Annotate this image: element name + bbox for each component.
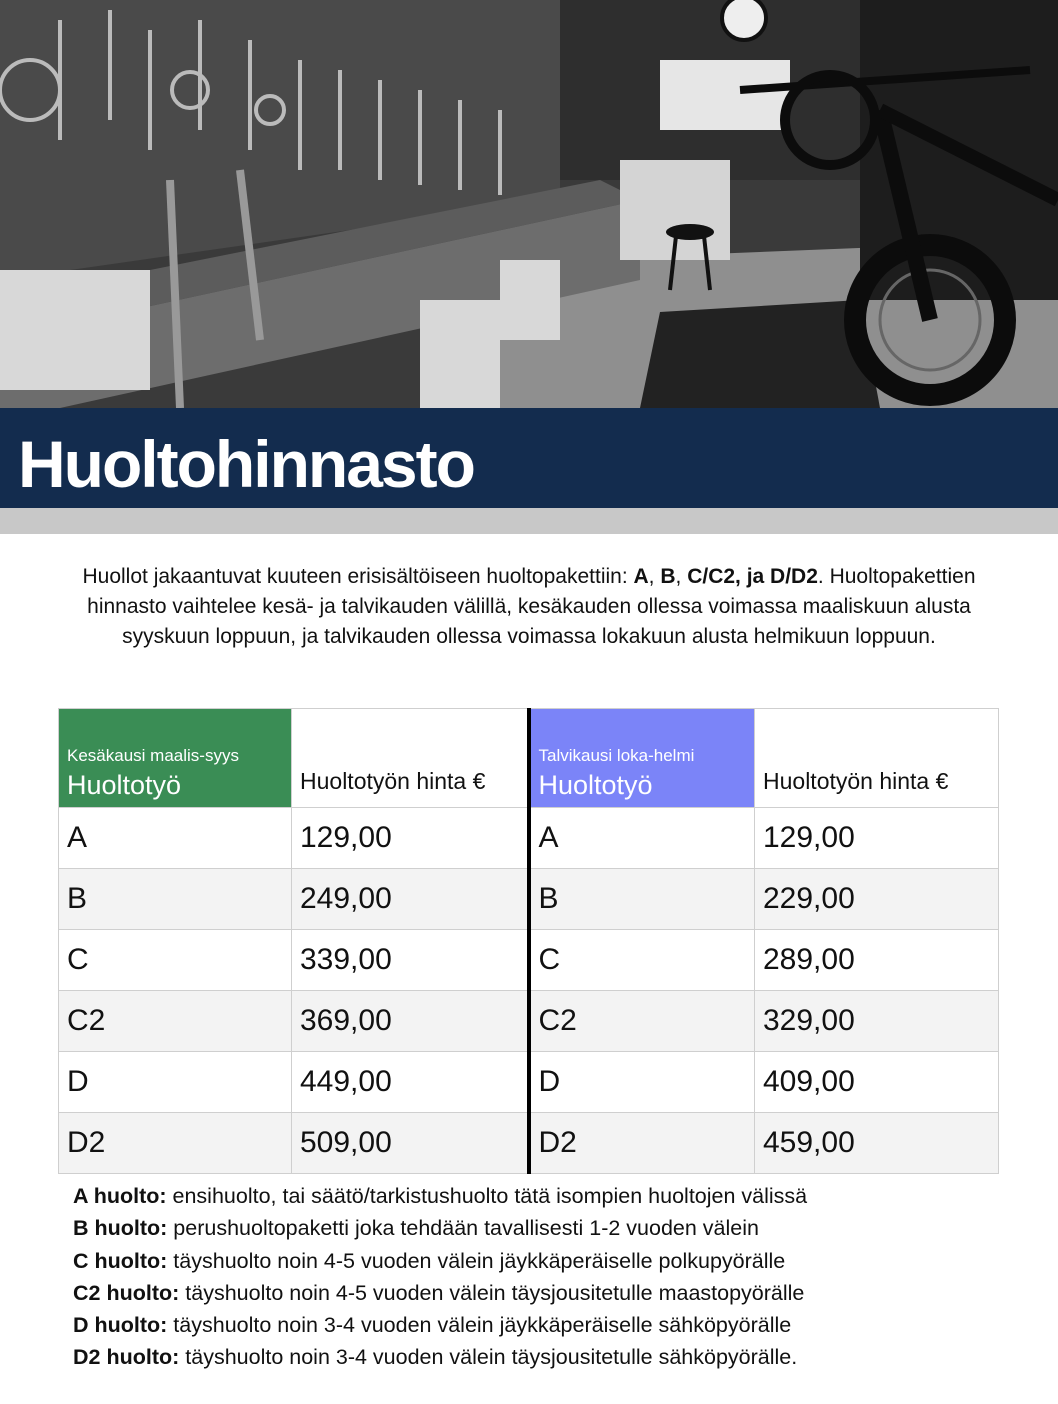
summer-package-cell: D	[59, 1052, 292, 1113]
winter-price-cell: 229,00	[755, 869, 999, 930]
description-label: D2 huolto:	[73, 1345, 180, 1370]
summer-price-cell: 509,00	[292, 1113, 529, 1174]
description-text: perushuoltopaketti joka tehdään tavallisesti 1-2 vuoden välein	[167, 1216, 759, 1241]
winter-package-cell: C2	[529, 991, 755, 1052]
intro-separator: ,	[675, 565, 688, 588]
description-label: B huolto:	[73, 1216, 168, 1241]
winter-price-cell: 289,00	[755, 930, 999, 991]
intro-package-rest: C/C2, ja D/D2	[687, 565, 818, 588]
description-text: ensihuolto, tai säätö/tarkistushuolto tätä isompien huoltojen välissä	[166, 1184, 808, 1208]
winter-package-cell: C	[529, 930, 755, 991]
intro-lead: Huollot jakaantuvat kuuteen erisisältöiseen huoltopakettiin:	[82, 565, 634, 588]
description-text: täyshuolto noin 3-4 vuoden välein jäykkäperäiselle sähköpyörälle	[167, 1313, 792, 1338]
table-row	[59, 1052, 999, 1113]
description-line	[73, 1245, 1033, 1277]
description-text: täyshuolto noin 4-5 vuoden välein täysjousitetulle maastopyörälle	[179, 1280, 805, 1305]
winter-package-cell: D2	[529, 1113, 755, 1174]
table-row	[59, 1113, 999, 1174]
winter-package-cell: B	[529, 869, 755, 930]
table-row	[59, 869, 999, 930]
summer-season-label: Kesäkausi maalis-syys	[67, 746, 239, 765]
summer-work-label: Huoltotyö	[67, 770, 182, 800]
winter-price-cell: 129,00	[755, 808, 999, 869]
summer-price-cell: 339,00	[292, 930, 529, 991]
summer-package-cell: D2	[59, 1113, 292, 1174]
winter-price-cell: 459,00	[755, 1113, 999, 1174]
workshop-photo	[0, 0, 1058, 408]
summer-price-header: Huoltotyön hinta €	[292, 709, 529, 808]
page-title: Huoltohinnasto	[18, 427, 474, 501]
table-row	[59, 991, 999, 1052]
intro-paragraph	[70, 562, 988, 652]
divider-strip	[0, 508, 1058, 534]
table-row	[59, 808, 999, 869]
summer-price-cell: 449,00	[292, 1052, 529, 1113]
description-label: D huolto:	[73, 1313, 168, 1338]
winter-price-cell: 329,00	[755, 991, 999, 1052]
title-band	[0, 408, 1058, 508]
winter-package-cell: D	[529, 1052, 755, 1113]
description-text: täyshuolto noin 3-4 vuoden välein täysjousitetulle sähköpyörälle.	[179, 1345, 798, 1370]
package-descriptions	[73, 1180, 1033, 1374]
description-label: C huolto:	[73, 1248, 168, 1273]
description-label: C2 huolto:	[73, 1280, 180, 1305]
summer-price-cell: 249,00	[292, 869, 529, 930]
summer-season-header	[59, 709, 292, 808]
description-line	[73, 1277, 1033, 1309]
winter-season-header	[529, 709, 755, 808]
winter-package-cell: A	[529, 808, 755, 869]
intro-package-b: B	[660, 565, 676, 588]
description-line	[73, 1212, 1033, 1244]
winter-work-label: Huoltotyö	[538, 770, 653, 800]
summer-package-cell: C	[59, 930, 292, 991]
description-line	[73, 1341, 1033, 1373]
table-row	[59, 930, 999, 991]
summer-package-cell: A	[59, 808, 292, 869]
winter-season-label: Talvikausi loka-helmi	[538, 746, 695, 765]
winter-price-cell: 409,00	[755, 1052, 999, 1113]
summer-package-cell: C2	[59, 991, 292, 1052]
description-line	[73, 1309, 1033, 1341]
winter-price-header: Huoltotyön hinta €	[755, 709, 999, 808]
intro-separator: ,	[648, 565, 661, 588]
price-table	[58, 708, 999, 1174]
description-text: täyshuolto noin 4-5 vuoden välein jäykkäperäiselle polkupyörälle	[167, 1248, 786, 1273]
intro-package-a: A	[633, 565, 649, 588]
summer-price-cell: 369,00	[292, 991, 529, 1052]
table-header-row	[59, 709, 999, 808]
intro-tail: . Huoltopakettien hinnasto vaihtelee kesä- ja talvikauden välillä, kesäkauden ollessa voimassa maaliskuun alusta syyskuun loppuun, ja talvikauden ollessa voimassa lokakuun alusta helmikuun loppuun.	[87, 565, 976, 648]
description-label: A huolto:	[73, 1184, 167, 1208]
description-line	[73, 1180, 1033, 1212]
summer-package-cell: B	[59, 869, 292, 930]
summer-price-cell: 129,00	[292, 808, 529, 869]
